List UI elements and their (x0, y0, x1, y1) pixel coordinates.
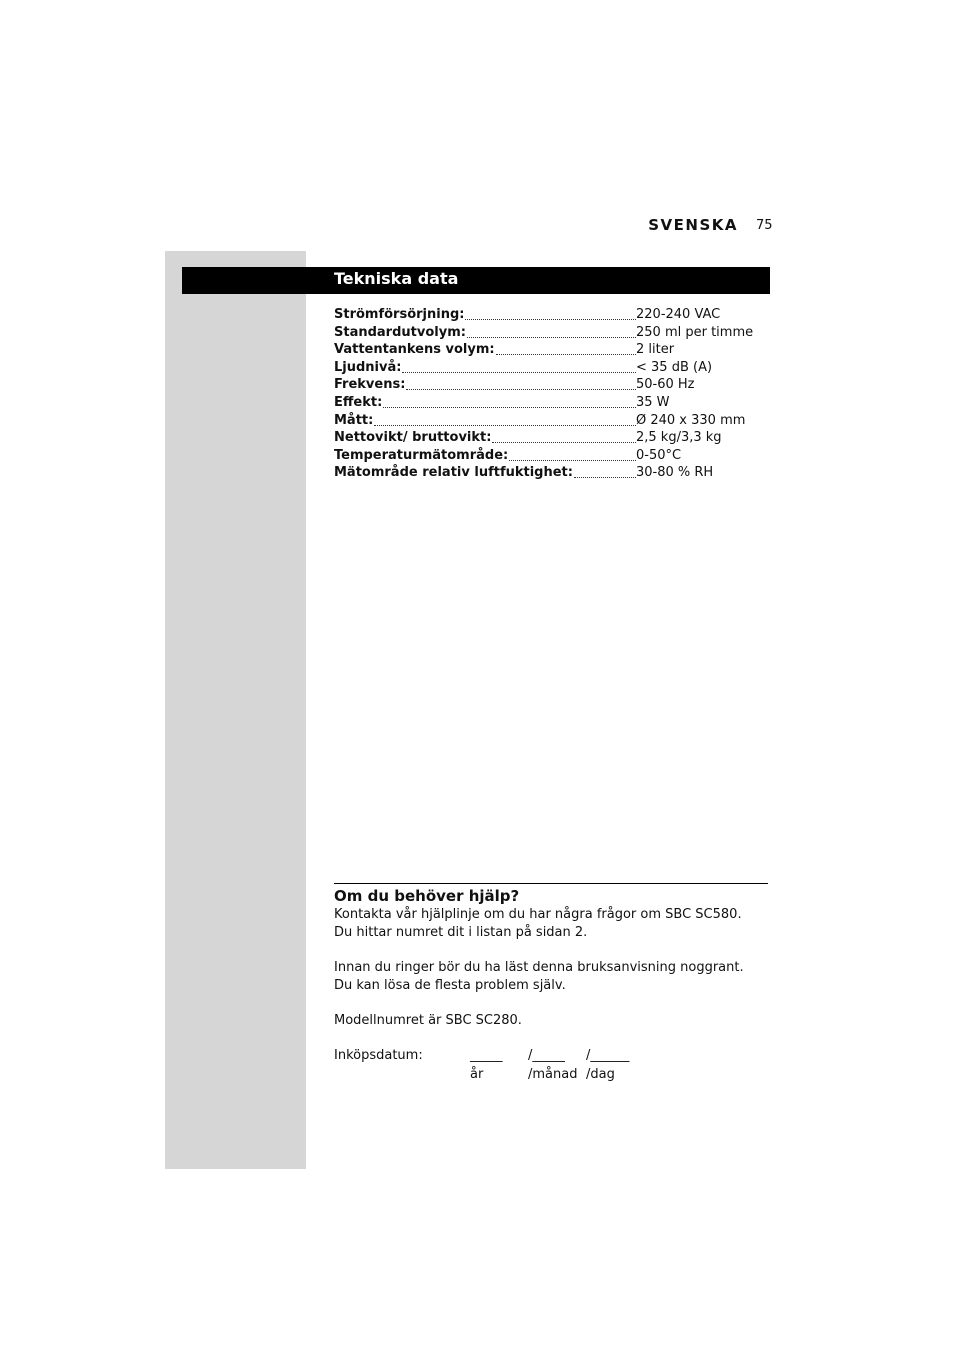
spec-leader-dots (467, 324, 636, 338)
spec-leader-dots (406, 376, 636, 390)
spec-leader-dots (574, 464, 636, 478)
spec-leader-dots (374, 412, 636, 426)
spec-list (334, 306, 770, 482)
spec-label: Standardutvolym: (334, 324, 466, 340)
spec-leader-dots (383, 394, 636, 408)
purchase-date-day-label: /dag (586, 1067, 615, 1082)
spec-value: 220-240 VAC (636, 307, 721, 322)
purchase-date-day-field: /______ (586, 1048, 630, 1063)
spec-label: Strömförsörjning: (334, 307, 465, 322)
spec-value: 250 ml per timme (636, 324, 754, 340)
header-language: SVENSKA (648, 216, 738, 234)
spec-label: Vattentankens volym: (334, 342, 495, 358)
spec-label: Ljudnivå: (334, 359, 402, 375)
section-title-bar (182, 267, 770, 294)
spec-row (334, 324, 770, 342)
spec-row (334, 447, 770, 465)
purchase-date-year-label: år (470, 1067, 484, 1082)
spec-row (334, 341, 770, 359)
help-text-line: Kontakta vår hjälplinje om du har några frågor om SBC SC580. (334, 907, 742, 922)
model-number-text: Modellnumret är SBC SC280. (334, 1013, 522, 1028)
purchase-date-label: Inköpsdatum: (334, 1048, 423, 1063)
help-heading: Om du behöver hjälp? (334, 887, 520, 905)
spec-leader-dots (509, 447, 636, 461)
page-number: 75 (756, 218, 773, 233)
spec-row (334, 306, 770, 324)
spec-value: 30-80 % RH (636, 465, 714, 481)
spec-leader-dots (465, 306, 636, 320)
spec-row (334, 429, 770, 447)
spec-label: Mått: (334, 412, 374, 428)
spec-value: 0-50°C (636, 447, 682, 463)
spec-label: Nettovikt/ bruttovikt: (334, 430, 492, 446)
spec-label: Frekvens: (334, 377, 406, 393)
spec-value: Ø 240 x 330 mm (636, 412, 746, 428)
section-divider (334, 883, 768, 884)
spec-leader-dots (496, 341, 636, 355)
sidebar-panel (165, 251, 306, 1169)
spec-label: Effekt: (334, 394, 383, 410)
spec-leader-dots (402, 359, 636, 373)
spec-row (334, 464, 770, 482)
purchase-date-month-label: /månad (528, 1067, 578, 1082)
spec-value: 35 W (636, 394, 670, 410)
purchase-date-year-field: _____ (470, 1048, 503, 1063)
spec-label: Temperaturmätområde: (334, 447, 509, 463)
spec-leader-dots (492, 429, 636, 443)
help-text-line: Du hittar numret dit i listan på sidan 2. (334, 925, 588, 940)
spec-row (334, 412, 770, 430)
spec-row (334, 359, 770, 377)
spec-value: 2,5 kg/3,3 kg (636, 430, 722, 446)
help-text-line: Du kan lösa de flesta problem själv. (334, 978, 566, 993)
spec-row (334, 376, 770, 394)
purchase-date-month-field: /_____ (528, 1048, 565, 1063)
spec-row (334, 394, 770, 412)
spec-value: 2 liter (636, 342, 675, 358)
spec-label: Mätområde relativ luftfuktighet: (334, 465, 573, 481)
section-title-tekniska-data: Tekniska data (334, 269, 459, 288)
spec-value: 50-60 Hz (636, 377, 695, 393)
help-text-line: Innan du ringer bör du ha läst denna bruksanvisning noggrant. (334, 960, 744, 975)
spec-value: < 35 dB (A) (636, 359, 713, 375)
